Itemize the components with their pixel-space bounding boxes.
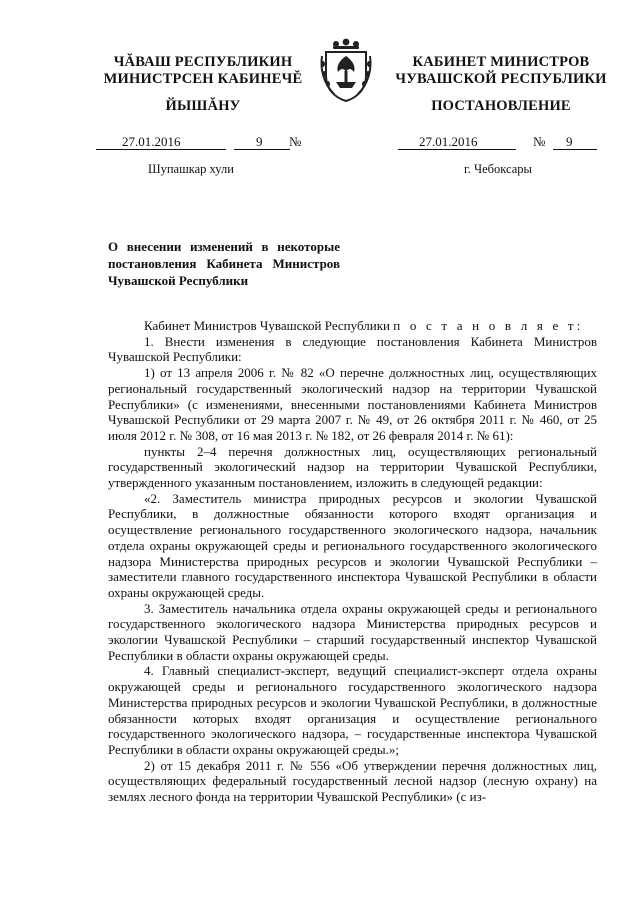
document-subject: О внесении изменений в некоторые постановления Кабинета Министров Чувашской Республики [108, 239, 340, 288]
right-number-underline [553, 149, 597, 150]
left-document-type: ЙЫШĂНУ [165, 98, 241, 114]
left-organization-name [100, 54, 306, 88]
body-paragraph: 4. Главный специалист-эксперт, ведущий специалист-эксперт отдела охраны окружающей среды и регионального государственного экологического надзора Министерства природных ресурсов и экологии Чувашской Республики, в должностные обязанности которых входят организация и осуществление регионального государственного экологического надзора, – государственные инспектора Чувашской Республики в области охраны окружающей среды.»; [108, 663, 597, 757]
left-number: 9 [256, 134, 263, 149]
left-place: Шупашкар хули [148, 162, 234, 176]
body-paragraph: 3. Заместитель начальника отдела охраны окружающей среды и регионального государственного экологического надзора Министерства природных ресурсов и экологии Чувашской Республики – старший государственный инспектор Чувашской Республики в области охраны окружающей среды. [108, 600, 597, 663]
body-paragraph: пункты 2–4 перечня должностных лиц, осуществляющих региональный государственный экологический надзор на территории Чувашской Республики, утвержденного указанным постановлением, изложить в следующей редакции: [108, 443, 597, 491]
right-organization-name [388, 54, 614, 88]
body-paragraph: 1) от 13 апреля 2006 г. № 82 «О перечне должностных лиц, осуществляющих региональный государственный экологический надзор на территории Чувашской Республики» (с изменениями, внесенными постановлениями Кабинета Министров Чувашской Республики от 29 марта 2007 г. № 49, от 26 октября 2011 г. № 460, от 25 июля 2012 г. № 308, от 16 мая 2013 г. № 182, от 26 февраля 2014 г. № 61): [108, 365, 597, 443]
left-number-sign: № [289, 134, 302, 149]
left-date: 27.01.2016 [122, 134, 181, 149]
left-org-line-2: МИНИСТРСЕН КАБИНЕЧĔ [103, 71, 303, 87]
right-number: 9 [566, 134, 573, 149]
document-body [108, 318, 597, 805]
intro-lead: Кабинет Министров Чувашской Республики [144, 318, 390, 333]
right-document-type: ПОСТАНОВЛЕНИЕ [431, 98, 571, 114]
right-date: 27.01.2016 [419, 134, 478, 149]
left-org-line-1: ЧĂВАШ РЕСПУБЛИКИН [113, 54, 293, 70]
right-org-line-1: КАБИНЕТ МИНИСТРОВ [412, 54, 590, 70]
intro-paragraph [108, 318, 597, 334]
intro-resolves: п о с т а н о в л я е т: [393, 318, 584, 333]
body-paragraph: 2) от 15 декабря 2011 г. № 556 «Об утверждении перечня должностных лиц, осуществляющих федеральный государственный лесной надзор (лесную охрану) на землях лесного фонда на территории Чувашской Республики» (с из- [108, 757, 597, 805]
body-paragraph: «2. Заместитель министра природных ресурсов и экологии Чувашской Республики, в должностные обязанности которого входят организация и осуществление регионального государственного экологического надзора, начальник отдела охраны окружающей среды и регионального государственного экологического надзора Министерства природных ресурсов и экологии Чувашской Республики – заместители главного государственного инспектора Чувашской Республики в области охраны окружающей среды. [108, 490, 597, 600]
right-org-line-2: ЧУВАШСКОЙ РЕСПУБЛИКИ [395, 71, 607, 87]
right-number-sign: № [533, 134, 546, 149]
chuvash-emblem-icon [318, 38, 374, 102]
right-place: г. Чебоксары [464, 162, 532, 176]
body-paragraph: 1. Внести изменения в следующие постановления Кабинета Министров Чувашской Республики: [108, 333, 597, 365]
